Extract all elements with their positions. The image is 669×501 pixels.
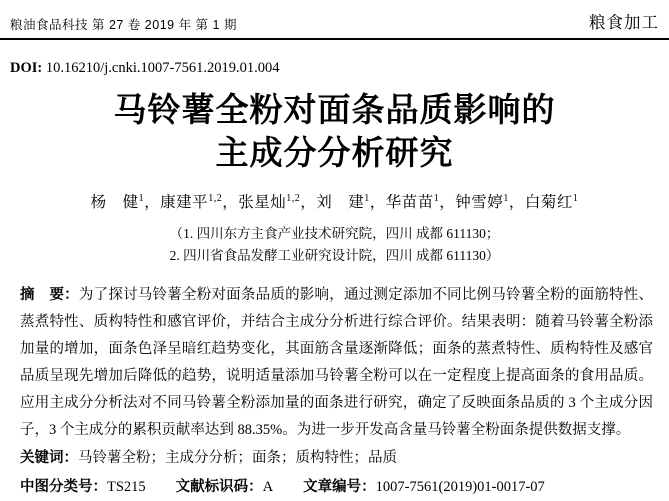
affiliation-line-1: （1. 四川东方主食产业技术研究院，四川 成都 611130； — [169, 225, 500, 241]
clc-item — [20, 474, 146, 501]
author: 白菊红$^1$ — [524, 192, 579, 211]
title-line-1: 马铃薯全粉对面条品质影响的 — [113, 91, 556, 128]
title-line-2: 主成分分析研究 — [215, 133, 454, 171]
author: 钟雪婷$^1$ — [455, 192, 509, 211]
doi-label: DOI: — [10, 60, 43, 76]
abstract-paragraph — [20, 282, 653, 444]
affiliations — [0, 223, 669, 268]
article-id-label: 文章编号： — [303, 479, 376, 496]
section-label: 粮食加工 — [589, 14, 659, 32]
doi-value: 10.16210/j.cnki.1007-7561.2019.01.004 — [45, 60, 280, 76]
keywords-label: 关键词： — [20, 450, 78, 467]
abstract-label: 摘 要： — [20, 287, 79, 304]
author: 杨 健$^1$ — [90, 192, 145, 211]
author: 张星灿$^{1,2}$ — [238, 192, 301, 211]
author: 康建平$^{1,2}$ — [160, 192, 223, 211]
page-header — [0, 0, 669, 40]
author: 刘 建$^1$ — [316, 192, 370, 211]
journal-info: 粮油食品科技 第 27 卷 2019 年 第 1 期 — [10, 18, 237, 32]
clc-value: TS215 — [107, 479, 146, 496]
doi-line — [10, 60, 659, 77]
article-id-value: 1007-7561(2019)01-0017-07 — [375, 479, 545, 496]
abstract-text: 为了探讨马铃薯全粉对面条品质的影响，通过测定添加不同比例马铃薯全粉的面筋特性、蒸煮特性、质构特性和感官评价，并结合主成分分析进行综合评价。结果表明：随着马铃薯全粉添加量的增加，面条色泽呈暗红趋势变化，其面筋含量逐渐降低；面条的蒸煮特性、质构特性及感官品质呈现先增加后降低的趋势，说明适量添加马铃薯全粉可以在一定程度上提高面条的食用品质。应用主成分分析法对不同马铃薯全粉添加量的面条进行研究，确定了反映面条品质的 3 个主成分因子，3 个主成分的累积贡献率达到 88.35%。为进一步开发高含量马铃薯全粉面条提供数据支撑。 — [20, 287, 653, 439]
doc-code-item — [176, 474, 273, 501]
doc-code-value: A — [262, 479, 274, 496]
paper-title — [0, 89, 669, 175]
authors-line: 杨 健$^1$，康建平$^{1,2}$，张星灿$^{1,2}$，刘 建$^1$，华苗苗$^1$，钟雪婷$^1$，白菊红$^1$ — [90, 192, 579, 211]
author: 华苗苗$^1$ — [385, 192, 440, 211]
keywords-text: 马铃薯全粉；主成分分析；面条；质构特性；品质 — [78, 450, 397, 467]
clc-label: 中图分类号： — [20, 479, 107, 496]
doc-code-label: 文献标识码： — [175, 479, 263, 496]
affiliation-line-2: 2. 四川省食品发酵工业研究设计院，四川 成都 611130） — [169, 248, 500, 264]
article-id-item — [303, 474, 545, 501]
classification-line — [20, 474, 653, 501]
keywords-line — [20, 445, 653, 472]
